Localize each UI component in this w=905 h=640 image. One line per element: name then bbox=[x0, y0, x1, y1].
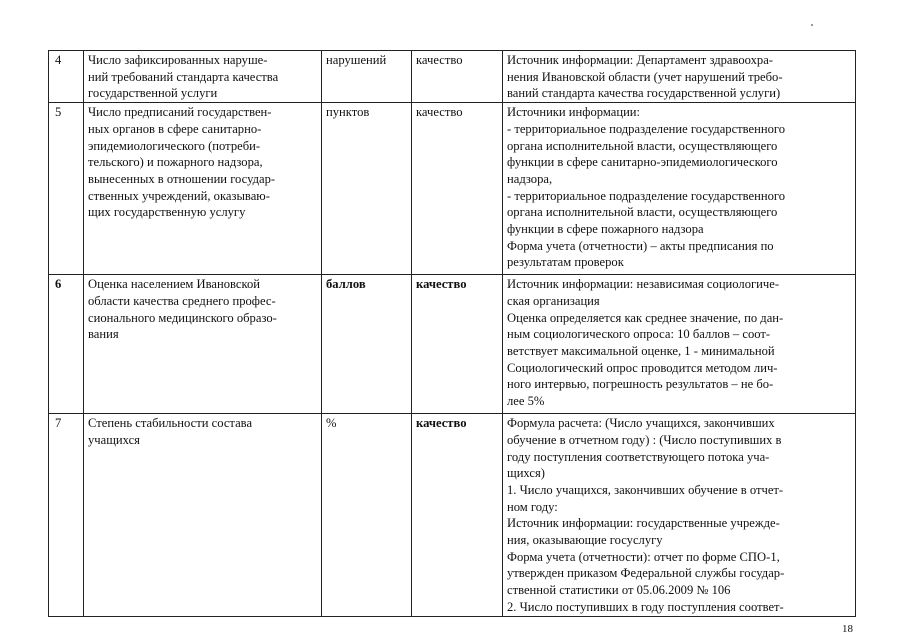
indicator-name-cell bbox=[84, 51, 322, 103]
description-line: Источники информации: bbox=[507, 105, 641, 120]
description-cell bbox=[503, 103, 856, 275]
indicator-name-cell bbox=[84, 275, 322, 414]
unit-value: баллов bbox=[326, 277, 366, 292]
description-line: ного интервью, погрешность результатов – не бо- bbox=[507, 377, 774, 392]
description-line: 1. Число учащихся, закончивших обучение в отчет- bbox=[507, 482, 784, 497]
scan-speck bbox=[811, 24, 813, 26]
type-value: качество bbox=[416, 277, 467, 292]
description-line: Источник информации: независимая социологиче- bbox=[507, 277, 780, 292]
description-line: Источник информации: Департамент здравоохра- bbox=[507, 53, 774, 67]
description-line: ственной статистики от 05.06.2009 № 106 bbox=[507, 583, 731, 598]
description-line: обучение в отчетном году) : (Число поступивших в bbox=[507, 432, 782, 447]
description-line: ном году: bbox=[507, 499, 558, 514]
row-number-cell bbox=[49, 103, 84, 275]
type-value: качество bbox=[416, 53, 463, 67]
description-line: органа исполнительной власти, осуществляющего bbox=[507, 205, 778, 220]
indicator-name-line: ных органов в сфере санитарно- bbox=[88, 121, 262, 136]
description-line: ния, оказывающие госуслугу bbox=[507, 533, 663, 548]
table-row bbox=[49, 414, 856, 617]
row-number: 4 bbox=[55, 53, 62, 67]
unit-value: нарушений bbox=[326, 53, 387, 67]
description-line: нения Ивановской области (учет нарушений требо- bbox=[507, 69, 783, 84]
indicator-name-line: щих государственную услугу bbox=[88, 205, 246, 220]
unit-cell bbox=[322, 414, 412, 617]
description-line: 2. Число поступивших в году поступления соответ- bbox=[507, 599, 784, 614]
type-cell bbox=[412, 51, 503, 103]
description-line: надзора, bbox=[507, 171, 553, 186]
indicator-name-line: тельского) и пожарного надзора, bbox=[88, 155, 263, 170]
description-line: Форма учета (отчетности): отчет по форме СПО-1, bbox=[507, 549, 780, 564]
description-line: ваний стандарта качества государственной услуги) bbox=[507, 86, 781, 101]
description-line: - территориальное подразделение государственного bbox=[507, 121, 786, 136]
description-line: лее 5% bbox=[507, 394, 545, 409]
description-line: ветствует максимальной оценке, 1 - минимальной bbox=[507, 343, 775, 358]
description-line: функции в сфере санитарно-эпидемиологического bbox=[507, 155, 778, 170]
indicator-name-cell bbox=[84, 103, 322, 275]
indicator-name-line: сионального медицинского образо- bbox=[88, 310, 277, 325]
indicator-name-line: учащихся bbox=[88, 432, 140, 447]
indicator-name-line: ственных учреждений, оказываю- bbox=[88, 188, 270, 203]
description-line: функции в сфере пожарного надзора bbox=[507, 222, 704, 237]
description-cell bbox=[503, 275, 856, 414]
type-cell bbox=[412, 103, 503, 275]
indicator-name-line: вынесенных в отношении государ- bbox=[88, 171, 276, 186]
description-line: органа исполнительной власти, осуществляющего bbox=[507, 138, 778, 153]
row-number: 6 bbox=[55, 277, 62, 292]
description-line: Источник информации: государственные учрежде- bbox=[507, 516, 780, 531]
unit-value: % bbox=[326, 416, 337, 431]
description-line: году поступления соответствующего потока уча- bbox=[507, 449, 770, 464]
table-row bbox=[49, 51, 856, 103]
description-cell bbox=[503, 51, 856, 103]
description-line: ным социологического опроса: 10 баллов – соот- bbox=[507, 327, 771, 342]
indicator-name-line: ний требований стандарта качества bbox=[88, 69, 279, 84]
description-line: Социологический опрос проводится методом лич- bbox=[507, 360, 778, 375]
type-cell bbox=[412, 275, 503, 414]
description-line: утвержден приказом Федеральной службы государ- bbox=[507, 566, 785, 581]
indicator-name-line: области качества среднего профес- bbox=[88, 293, 276, 308]
description-line: результатам проверок bbox=[507, 255, 624, 270]
type-value: качество bbox=[416, 105, 463, 120]
table-row bbox=[49, 275, 856, 414]
row-number: 7 bbox=[55, 416, 62, 431]
indicator-name-line: Оценка населением Ивановской bbox=[88, 277, 261, 292]
unit-value: пунктов bbox=[326, 105, 370, 120]
unit-cell bbox=[322, 103, 412, 275]
indicator-name-cell bbox=[84, 414, 322, 617]
type-value: качество bbox=[416, 416, 467, 431]
indicators-table bbox=[48, 50, 856, 617]
indicator-name-line: Число зафиксированных наруше- bbox=[88, 53, 268, 67]
indicator-name-line: Степень стабильности состава bbox=[88, 416, 253, 431]
indicator-name-line: эпидемиологического (потреби- bbox=[88, 138, 261, 153]
description-line: - территориальное подразделение государственного bbox=[507, 188, 786, 203]
indicator-name-line: Число предписаний государствен- bbox=[88, 105, 272, 120]
row-number: 5 bbox=[55, 105, 62, 120]
unit-cell bbox=[322, 275, 412, 414]
row-number-cell bbox=[49, 275, 84, 414]
description-line: Оценка определяется как среднее значение, по дан- bbox=[507, 310, 784, 325]
indicator-name-line: вания bbox=[88, 327, 119, 342]
description-line: Формула расчета: (Число учащихся, закончивших bbox=[507, 416, 775, 431]
row-number-cell bbox=[49, 51, 84, 103]
type-cell bbox=[412, 414, 503, 617]
description-line: ская организация bbox=[507, 293, 600, 308]
table-row bbox=[49, 103, 856, 275]
indicator-name-line: государственной услуги bbox=[88, 86, 218, 101]
row-number-cell bbox=[49, 414, 84, 617]
description-line: Форма учета (отчетности) – акты предписания по bbox=[507, 238, 774, 253]
description-cell bbox=[503, 414, 856, 617]
description-line: щихся) bbox=[507, 466, 545, 481]
unit-cell bbox=[322, 51, 412, 103]
page-number: 18 bbox=[842, 623, 853, 635]
